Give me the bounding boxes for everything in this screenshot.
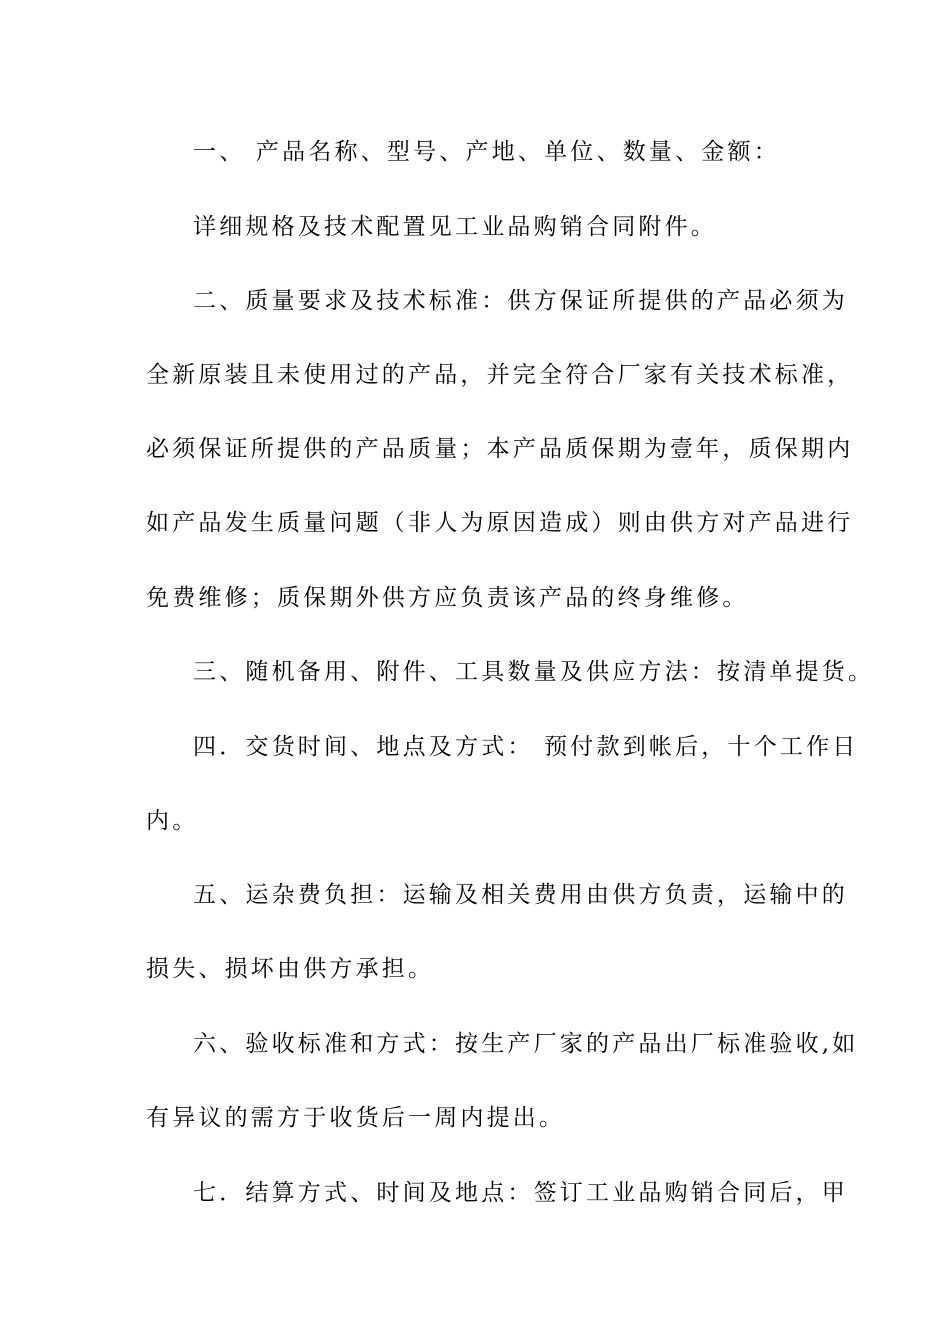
section-2-line-5: 免费维修；质保期外供方应负责该产品的终身维修。 — [146, 585, 749, 611]
section-1-text: 详细规格及技术配置见工业品购销合同附件。 — [193, 214, 717, 240]
section-2-line-2: 全新原装且未使用过的产品，并完全符合厂家有关技术标准， — [146, 362, 854, 388]
section-5-line-1: 五、运杂费负担：运输及相关费用由供方负责，运输中的 — [193, 882, 848, 908]
section-7-line-1: 七．结算方式、时间及地点：签订工业品购销合同后，甲 — [193, 1180, 848, 1206]
section-1-heading: 一、 产品名称、型号、产地、单位、数量、金额： — [193, 139, 780, 165]
section-2-line-4: 如产品发生质量问题（非人为原因造成）则由供方对产品进行 — [146, 510, 854, 536]
section-6-line-1: 六、验收标准和方式：按生产厂家的产品出厂标准验收,如 — [193, 1031, 859, 1057]
section-5-line-2: 损失、损坏由供方承担。 — [146, 956, 435, 982]
section-3-line-1: 三、随机备用、附件、工具数量及供应方法：按清单提货。 — [193, 659, 875, 685]
section-4-line-2: 内。 — [146, 808, 199, 834]
section-6-line-2: 有异议的需方于收货后一周内提出。 — [146, 1105, 566, 1131]
section-2-line-1: 二、质量要求及技术标准：供方保证所提供的产品必须为 — [193, 288, 848, 314]
section-4-line-1: 四．交货时间、地点及方式： 预付款到帐后，十个工作日 — [193, 734, 859, 760]
section-2-line-3: 必须保证所提供的产品质量；本产品质保期为壹年，质保期内 — [146, 436, 854, 462]
